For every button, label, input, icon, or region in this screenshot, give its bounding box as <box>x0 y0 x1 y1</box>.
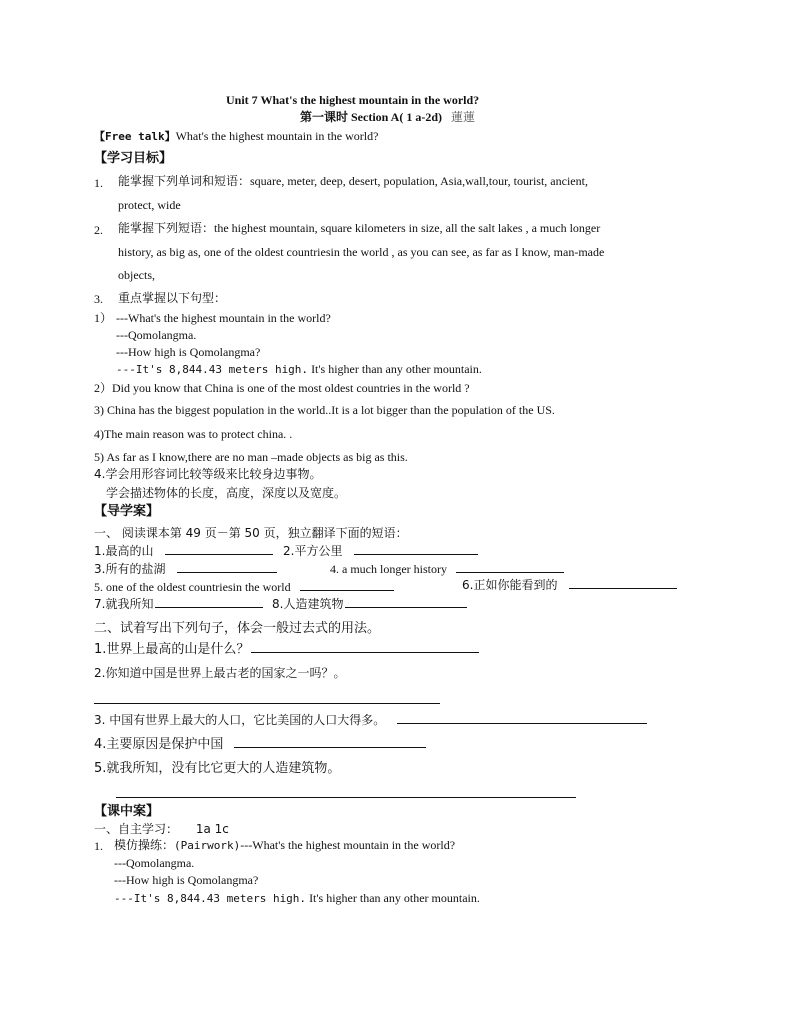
objective-1-line-1: 能掌握下列单词和短语：square, meter, deep, desert, population, Asia,wall,tour, tourist, ancient, <box>118 174 588 188</box>
sentence-1-d <box>116 363 482 377</box>
sentence-1-label: 1） <box>94 311 113 325</box>
question-5-answer-line[interactable] <box>116 797 576 798</box>
class-header: 【课中案】 <box>94 804 160 819</box>
phrase-6-answer-blank[interactable] <box>569 587 677 589</box>
exercise-1-c: ---How high is Qomolangma? <box>114 873 259 887</box>
class-part-1-label: 一、自主学习： <box>94 822 179 836</box>
phrase-8 <box>272 598 467 612</box>
sentence-3: 3) China has the biggest population in the world..It is a lot bigger than the population of the US. <box>94 403 555 417</box>
objective-3-text: 重点掌握以下句型： <box>118 291 227 305</box>
phrase-6 <box>462 579 677 593</box>
exercise-1-a: ---What's the highest mountain in the world? <box>240 838 456 852</box>
question-4-label: 4.主要原因是保护中国 <box>94 737 224 752</box>
phrase-1-answer-blank[interactable] <box>165 553 273 555</box>
phrase-8-answer-blank[interactable] <box>345 606 467 608</box>
objective-2-line-2: history, as big as, one of the oldest countriesin the world , as you can see, as far as I know, man-made <box>118 245 605 259</box>
sentence-1-d-rest: It's higher than any other mountain. <box>308 362 482 376</box>
objective-1-number: 1. <box>94 176 103 190</box>
exercise-1-number: 1. <box>94 839 103 853</box>
guide-header: 【导学案】 <box>94 504 160 519</box>
phrase-4-answer-blank[interactable] <box>456 571 564 573</box>
lesson-subtitle <box>300 111 475 125</box>
guide-part-2: 二、试着写出下列句子，体会一般过去式的用法。 <box>94 621 381 636</box>
objectives-header: 【学习目标】 <box>94 151 173 166</box>
question-2-label: 2.你知道中国是世界上最古老的国家之一吗？。 <box>94 666 346 680</box>
phrase-6-label: 6.正如你能看到的 <box>462 578 558 592</box>
phrase-3 <box>94 563 277 577</box>
free-talk-question: What's the highest mountain in the world? <box>175 129 379 143</box>
exercise-1-line-1 <box>114 839 455 853</box>
class-part-1-reference: 1a 1c <box>195 822 229 836</box>
phrase-2 <box>283 545 478 559</box>
sentence-1-a: ---What's the highest mountain in the world? <box>116 311 331 325</box>
question-1 <box>94 643 479 658</box>
objective-2-number: 2. <box>94 223 103 237</box>
objective-2-line-3: objects, <box>118 268 155 282</box>
phrase-7 <box>94 598 263 612</box>
objective-4-line-2: 学会描述物体的长度，高度，深度以及宽度。 <box>106 486 347 500</box>
phrase-2-answer-blank[interactable] <box>354 553 478 555</box>
objective-2-line-1: 能掌握下列短语：the highest mountain, square kilometers in size, all the salt lakes , a much longer <box>118 221 601 235</box>
phrase-5-answer-blank[interactable] <box>300 589 394 591</box>
phrase-7-answer-blank[interactable] <box>155 606 263 608</box>
exercise-1-d-rest: It's higher than any other mountain. <box>306 891 480 905</box>
document-title: Unit 7 What's the highest mountain in the world? <box>226 93 480 107</box>
question-4 <box>94 738 426 753</box>
phrase-2-label: 2.平方公里 <box>283 544 343 558</box>
phrase-5 <box>94 581 394 595</box>
question-3-label: 3. 中国有世界上最大的人口，它比美国的人口大得多。 <box>94 713 386 727</box>
exercise-1-label: 模仿操练： <box>114 838 175 852</box>
question-3-answer-blank[interactable] <box>397 722 647 724</box>
author-name: 蓮蓮 <box>451 110 476 124</box>
sentence-1-c: ---How high is Qomolangma? <box>116 345 261 359</box>
exercise-1-tag: (Pairwork) <box>174 839 241 852</box>
question-5-label: 5.就我所知，没有比它更大的人造建筑物。 <box>94 761 341 776</box>
sentence-5: 5) As far as I know,there are no man –made objects as big as this. <box>94 450 408 464</box>
sentence-1-d-mono: ---It's 8,844.43 meters high. <box>116 363 309 376</box>
phrase-7-label: 7.就我所知 <box>94 597 154 611</box>
phrase-4 <box>330 563 564 577</box>
objective-1-line-2: protect, wide <box>118 198 181 212</box>
phrase-1 <box>94 545 273 559</box>
objective-4-line-1: 4.学会用形容词比较等级来比较身边事物。 <box>94 467 322 481</box>
lesson-section: 第一课时 Section A( 1 a-2d) <box>300 110 442 124</box>
phrase-3-answer-blank[interactable] <box>177 571 277 573</box>
phrase-3-label: 3.所有的盐湖 <box>94 562 166 576</box>
objective-3-number: 3. <box>94 292 103 306</box>
question-2-answer-line[interactable] <box>94 703 440 704</box>
question-1-answer-blank[interactable] <box>251 651 479 653</box>
free-talk <box>94 130 378 144</box>
exercise-1-b: ---Qomolangma. <box>114 856 195 870</box>
phrase-1-label: 1.最高的山 <box>94 544 154 558</box>
guide-part-1: 一、 阅读课本第 49 页－第 50 页，独立翻译下面的短语： <box>94 526 408 540</box>
sentence-2: 2）Did you know that China is one of the most oldest countries in the world ? <box>94 381 470 395</box>
phrase-8-label: 8.人造建筑物 <box>272 597 344 611</box>
question-3 <box>94 714 647 728</box>
sentence-1-b: ---Qomolangma. <box>116 328 197 342</box>
class-part-1 <box>94 823 229 837</box>
phrase-4-label: 4. a much longer history <box>330 562 447 576</box>
exercise-1-d-mono: ---It's 8,844.43 meters high. <box>114 892 307 905</box>
question-1-label: 1.世界上最高的山是什么？ <box>94 642 250 657</box>
question-4-answer-blank[interactable] <box>234 746 426 748</box>
phrase-5-label: 5. one of the oldest countriesin the world <box>94 580 291 594</box>
exercise-1-d <box>114 892 480 906</box>
sentence-4: 4)The main reason was to protect china. . <box>94 427 293 441</box>
free-talk-tag: 【Free talk】 <box>94 130 176 143</box>
